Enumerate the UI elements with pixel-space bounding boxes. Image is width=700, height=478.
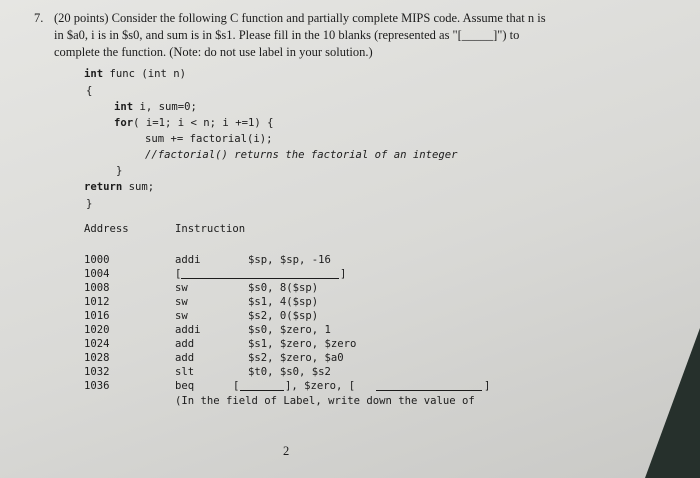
row-args: $t0, $s0, $s2 [248, 366, 331, 378]
row-op: sw [175, 282, 188, 294]
row-args: $s1, $zero, $zero [248, 338, 357, 350]
page-number: 2 [283, 444, 290, 458]
blank-1036-b-line[interactable] [376, 390, 482, 391]
blank-1036-b-close: ] [484, 380, 491, 392]
row-addr: 1012 [84, 296, 110, 308]
question-line-1: (20 points) Consider the following C function and partially complete MIPS code. Assume that n is [54, 11, 546, 25]
row-addr: 1020 [84, 324, 110, 336]
question-line-3: complete the function. (Note: do not use label in your solution.) [54, 45, 373, 59]
signature-rest: func (int n) [103, 68, 187, 80]
blank-1036-a-line[interactable] [240, 390, 284, 391]
keyword-return: return [84, 181, 123, 193]
code-return [84, 180, 154, 194]
row-args: $s0, 8($sp) [248, 282, 319, 294]
row-addr: 1008 [84, 282, 110, 294]
code-comment: //factorial() returns the factorial of an integer [145, 149, 458, 161]
row-addr: 1024 [84, 338, 110, 350]
code-close-outer-brace: } [86, 198, 93, 210]
row-args: $sp, $sp, -16 [248, 254, 331, 266]
code-for-loop [114, 116, 273, 130]
row-op: add [175, 352, 195, 364]
keyword-for: for [114, 117, 134, 129]
blank-1036-mid: ], $zero, [ [285, 380, 356, 392]
question-number: 7. [34, 11, 44, 25]
code-open-brace: { [86, 85, 93, 97]
keyword-int: int [84, 68, 104, 80]
row-op: addi [175, 254, 201, 266]
blank-1004-open: [ [175, 268, 182, 280]
blank-1004-line[interactable] [181, 278, 339, 279]
row-addr: 1000 [84, 254, 110, 266]
blank-1036-a-open: [ [233, 380, 240, 392]
row-op: sw [175, 310, 188, 322]
row-args: $s1, 4($sp) [248, 296, 319, 308]
row-op: add [175, 338, 195, 350]
question-line-2: in $a0, i is in $s0, and sum is in $s1. Please fill in the 10 blanks (represented as "[_____]") to [54, 28, 520, 42]
row-addr: 1028 [84, 352, 110, 364]
row-op: sw [175, 296, 188, 308]
return-rest: sum; [122, 181, 155, 193]
code-signature [84, 67, 186, 81]
row-args: $s2, $zero, $a0 [248, 352, 344, 364]
keyword-int-decl: int [114, 101, 134, 113]
row-addr: 1004 [84, 268, 110, 280]
address-header: Address [84, 223, 129, 235]
code-declaration [114, 100, 197, 114]
photo-corner-shadow [645, 328, 700, 478]
row-args: $s2, 0($sp) [248, 310, 319, 322]
for-rest: ( i=1; i < n; i +=1) { [133, 117, 274, 129]
row-addr: 1036 [84, 380, 110, 392]
blank-1004-close: ] [340, 268, 347, 280]
label-note: (In the field of Label, write down the value of [175, 395, 475, 407]
row-addr: 1032 [84, 366, 110, 378]
code-loop-body: sum += factorial(i); [145, 133, 273, 145]
row-op: beq [175, 380, 195, 392]
code-close-inner-brace: } [116, 165, 123, 177]
row-addr: 1016 [84, 310, 110, 322]
row-op: slt [175, 366, 195, 378]
row-op: addi [175, 324, 201, 336]
declaration-rest: i, sum=0; [133, 101, 197, 113]
row-args: $s0, $zero, 1 [248, 324, 331, 336]
instruction-header: Instruction [175, 223, 246, 235]
